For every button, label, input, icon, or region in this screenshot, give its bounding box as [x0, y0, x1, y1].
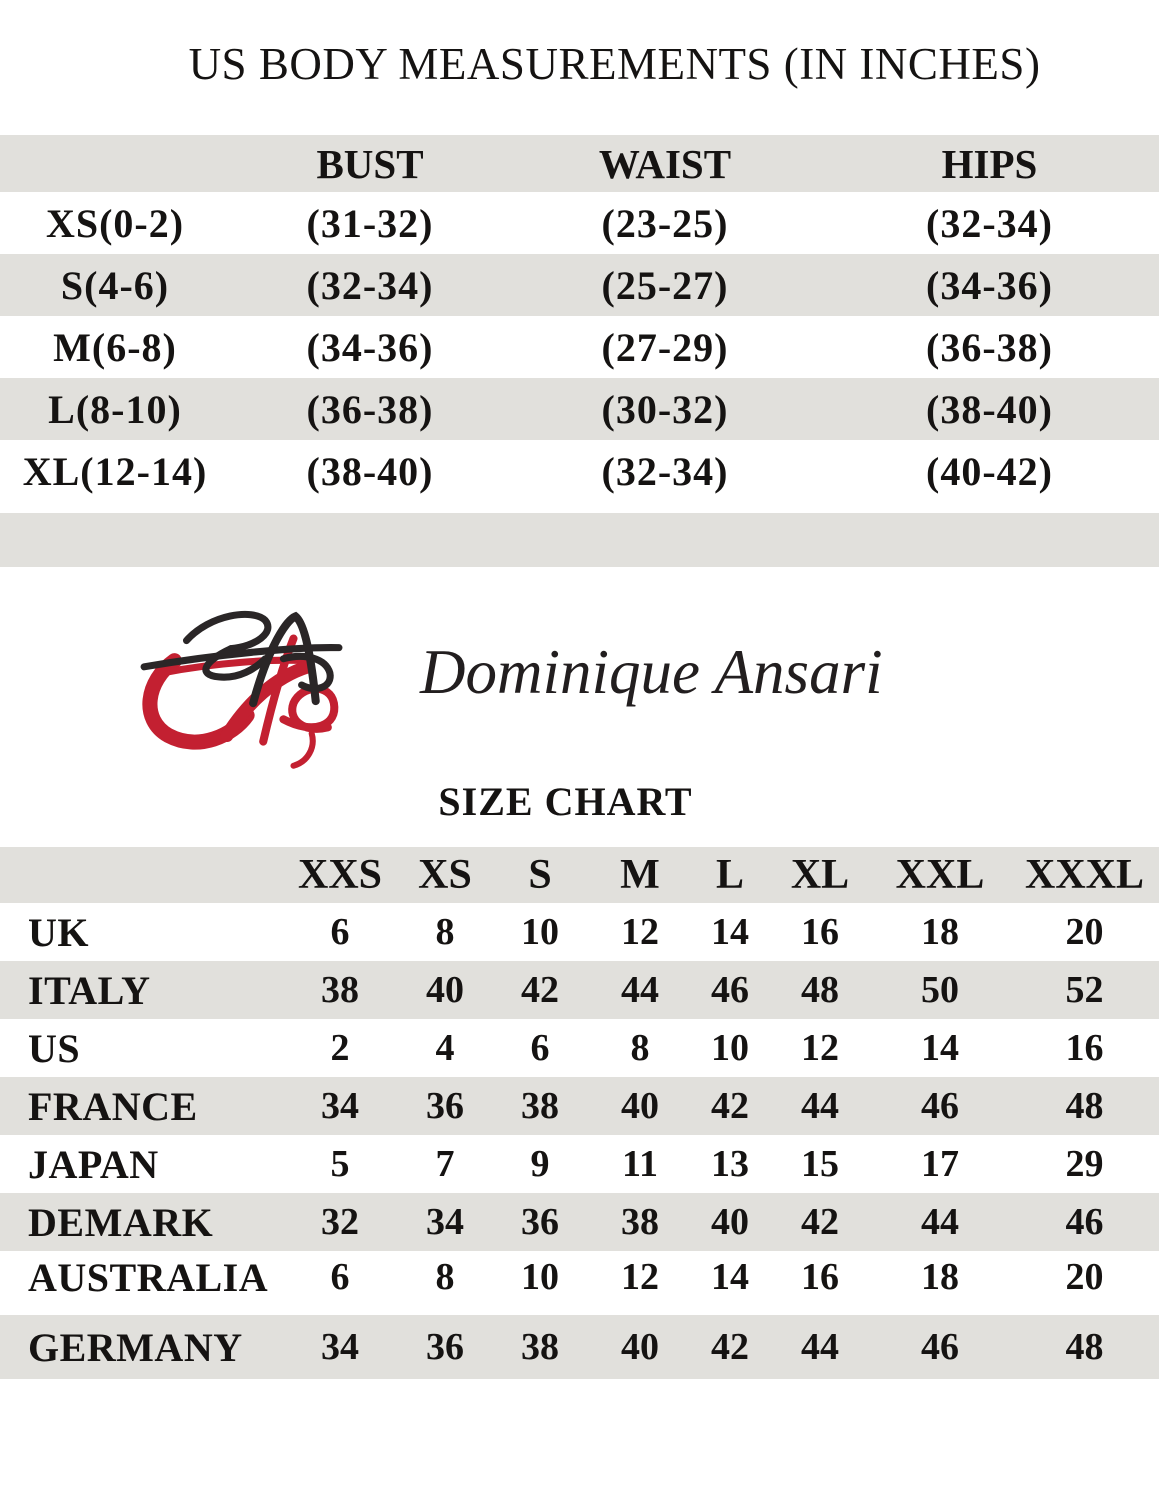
size-value-cell: 50 — [921, 969, 959, 1011]
waist-value-cell: (27-29) — [601, 324, 729, 370]
size-value-cell: 36 — [426, 1085, 464, 1127]
size-value-cell: 32 — [321, 1201, 359, 1243]
size-value-cell: 16 — [801, 1256, 839, 1298]
size-value-cell: 42 — [711, 1085, 749, 1127]
size-chart-tbody — [0, 903, 1159, 1379]
size-column-header-xxl: XXL — [895, 852, 985, 898]
size-value-cell: 14 — [921, 1027, 959, 1069]
size-value-cell: 36 — [521, 1201, 559, 1243]
bust-value-cell: (32-34) — [306, 262, 434, 308]
size-value-cell: 6 — [330, 911, 350, 953]
size-column-header-xl: XL — [790, 852, 850, 898]
size-value-cell: 46 — [711, 969, 749, 1011]
size-value-cell: 42 — [521, 969, 559, 1011]
size-label-cell: M(6-8) — [53, 324, 177, 370]
bust-value-cell: (31-32) — [306, 200, 434, 246]
size-value-cell: 17 — [921, 1143, 959, 1185]
size-value-cell: 46 — [921, 1085, 959, 1127]
logo-black-strokes — [144, 614, 339, 703]
size-chart-row — [0, 1019, 1159, 1077]
size-column-header-l: L — [715, 852, 744, 898]
size-value-cell: 13 — [711, 1143, 749, 1185]
size-column-header-xs: XS — [418, 852, 472, 898]
waist-column-header: WAIST — [598, 140, 732, 187]
size-value-cell: 16 — [801, 911, 839, 953]
brand-name: Dominique Ansari — [420, 637, 883, 707]
corner-cell — [0, 847, 280, 903]
size-value-cell: 2 — [330, 1027, 350, 1069]
brand-logo — [134, 602, 346, 770]
size-chart-title: SIZE CHART — [438, 779, 693, 824]
size-chart-row — [0, 961, 1159, 1019]
size-value-cell: 48 — [1065, 1085, 1104, 1127]
bust-value-cell: (34-36) — [306, 324, 434, 370]
size-value-cell: 12 — [801, 1027, 839, 1069]
size-column-header-xxs: XXS — [297, 852, 383, 898]
size-label-cell: XL(12-14) — [22, 448, 208, 494]
us-measurements-tbody — [0, 192, 1159, 502]
country-label-cell: AUSTRALIA — [28, 1254, 269, 1300]
waist-value-cell: (30-32) — [601, 386, 729, 432]
hips-value-cell: (34-36) — [926, 262, 1053, 308]
size-value-cell: 42 — [690, 1309, 770, 1379]
size-value-cell: 38 — [490, 1309, 590, 1379]
size-value-cell: 38 — [621, 1201, 659, 1243]
measurement-row — [0, 192, 1159, 254]
measurement-row — [0, 316, 1159, 378]
size-value-cell: 29 — [1065, 1143, 1104, 1185]
corner-cell — [0, 135, 230, 192]
size-value-cell: 44 — [621, 969, 659, 1011]
waist-value-cell: (23-25) — [601, 200, 729, 246]
country-label-cell: ITALY — [28, 967, 151, 1013]
size-label-cell: S(4-6) — [60, 262, 170, 308]
size-value-cell: 16 — [1065, 1027, 1104, 1069]
size-value-cell: 48 — [1010, 1309, 1159, 1379]
size-value-cell: 40 — [590, 1309, 690, 1379]
size-value-cell: 46 — [1065, 1201, 1104, 1243]
size-label-cell: XS(0-2) — [45, 200, 185, 246]
waist-value-cell: (32-34) — [601, 448, 729, 494]
size-value-cell: 4 — [435, 1027, 455, 1069]
size-value-cell: 14 — [711, 911, 749, 953]
divider-band — [0, 513, 1159, 567]
hips-value-cell: (40-42) — [926, 448, 1053, 494]
size-value-cell: 44 — [921, 1201, 959, 1243]
country-label-cell: DEMARK — [28, 1199, 214, 1245]
size-value-cell: 20 — [1065, 1256, 1104, 1298]
hips-column-header: HIPS — [941, 140, 1038, 187]
size-value-cell: 12 — [621, 911, 659, 953]
bust-column-header: BUST — [316, 140, 424, 187]
size-value-cell: 44 — [801, 1085, 839, 1127]
measurements-title: US BODY MEASUREMENTS (IN INCHES) — [188, 39, 1041, 89]
country-label-cell: JAPAN — [28, 1141, 159, 1187]
size-chart-row — [0, 1135, 1159, 1193]
size-value-cell: 10 — [711, 1027, 749, 1069]
size-value-cell: 20 — [1065, 911, 1104, 953]
waist-value-cell: (25-27) — [601, 262, 729, 308]
size-value-cell: 44 — [770, 1309, 870, 1379]
size-value-cell: 14 — [711, 1256, 749, 1298]
size-value-cell: 18 — [921, 1256, 959, 1298]
size-value-cell: 11 — [622, 1143, 658, 1185]
country-label-cell: UK — [28, 909, 89, 955]
size-value-cell: 18 — [921, 911, 959, 953]
size-value-cell: 8 — [435, 1256, 455, 1298]
country-label-cell: FRANCE — [28, 1083, 198, 1129]
size-chart-row — [0, 1193, 1159, 1251]
size-column-header-xxxl: XXXL — [1024, 852, 1144, 898]
us-measurements-table — [0, 135, 1159, 502]
size-value-cell: 15 — [801, 1143, 839, 1185]
header-row — [0, 847, 1159, 903]
size-value-cell: 40 — [426, 969, 464, 1011]
size-value-cell: 8 — [435, 911, 455, 953]
size-value-cell: 9 — [530, 1143, 550, 1185]
size-value-cell: 40 — [621, 1085, 659, 1127]
size-value-cell: 10 — [521, 911, 559, 953]
header-row — [0, 135, 1159, 192]
size-value-cell: 5 — [330, 1143, 350, 1185]
country-label-cell: US — [28, 1025, 81, 1071]
size-value-cell: 38 — [321, 969, 359, 1011]
size-value-cell: 12 — [621, 1256, 659, 1298]
size-value-cell: 38 — [521, 1085, 559, 1127]
size-value-cell: 10 — [521, 1256, 559, 1298]
size-column-header-s: S — [528, 852, 552, 898]
measurement-row — [0, 378, 1159, 440]
bust-value-cell: (36-38) — [306, 386, 434, 432]
hips-value-cell: (38-40) — [926, 386, 1053, 432]
size-value-cell: 7 — [435, 1143, 455, 1185]
measurement-row — [0, 254, 1159, 316]
measurement-row — [0, 440, 1159, 502]
country-label-cell: GERMANY — [0, 1309, 280, 1379]
size-value-cell: 40 — [711, 1201, 749, 1243]
size-value-cell: 8 — [630, 1027, 650, 1069]
size-value-cell: 48 — [801, 969, 839, 1011]
size-value-cell: 46 — [870, 1309, 1010, 1379]
size-value-cell: 6 — [530, 1027, 550, 1069]
size-value-cell: 34 — [280, 1309, 400, 1379]
size-chart-row — [0, 1077, 1159, 1135]
size-value-cell: 6 — [330, 1256, 350, 1298]
size-chart-row — [0, 1251, 1159, 1309]
size-value-cell: 34 — [426, 1201, 464, 1243]
hips-value-cell: (36-38) — [926, 324, 1053, 370]
size-chart-row — [0, 903, 1159, 961]
size-chart-row — [0, 1309, 1159, 1379]
size-label-cell: L(8-10) — [48, 386, 182, 432]
international-size-table — [0, 847, 1159, 1379]
size-value-cell: 36 — [400, 1309, 490, 1379]
size-chart-header — [0, 847, 1159, 903]
bust-value-cell: (38-40) — [306, 448, 434, 494]
us-measurements-header — [0, 135, 1159, 192]
hips-value-cell: (32-34) — [926, 200, 1053, 246]
size-value-cell: 42 — [801, 1201, 839, 1243]
size-value-cell: 52 — [1065, 969, 1104, 1011]
size-value-cell: 34 — [321, 1085, 359, 1127]
size-column-header-m: M — [620, 852, 660, 898]
